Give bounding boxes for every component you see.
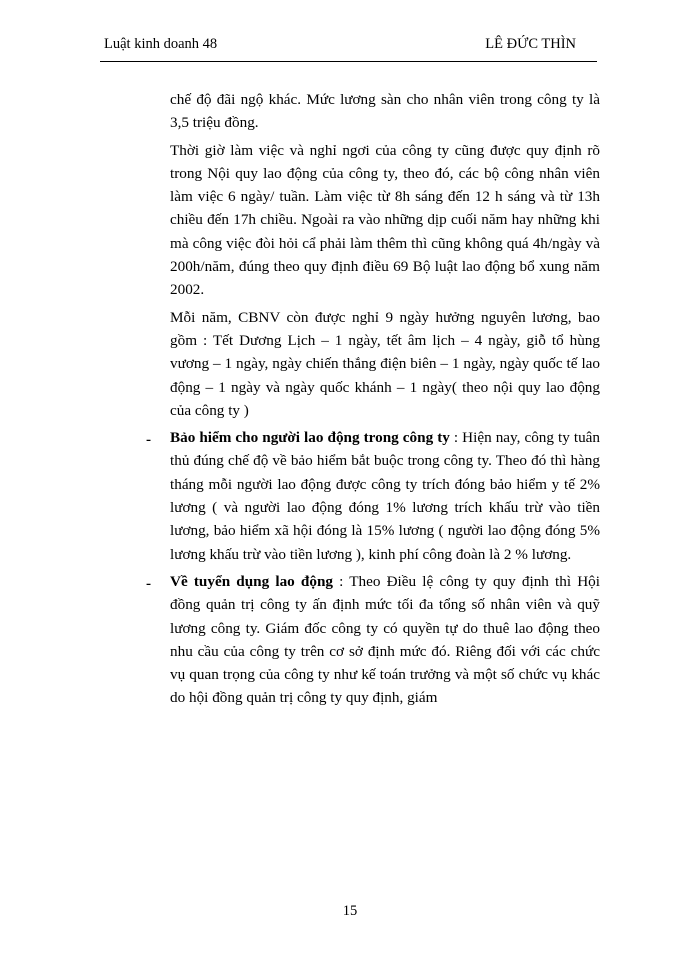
paragraph-holidays: Mỗi năm, CBNV còn được nghỉ 9 ngày hưởng nguyên lương, bao gồm : Tết Dương Lịch – 1 ngày, tết âm lịch – 4 ngày, giỗ tổ hùng vương – 1 ngày, ngày chiến thắng điện biên – 1 ngày, ngày quốc tế lao động – 1 ngày và ngày quốc khánh – 1 ngày( theo nội quy lao động của công ty ) (170, 308, 600, 419)
page-header (104, 36, 576, 58)
paragraph-working-hours: Thời giờ làm việc và nghỉ ngơi của công ty cũng được quy định rõ trong Nội quy lao động của công ty, theo đó, các bộ công nhân viên làm việc 6 ngày/ tuần. Làm việc từ 8h sáng đến 12 h sáng và từ 13h chiều đến 17h chiều. Ngoài ra vào những dịp cuối năm hay những khi mà công việc đòi hỏi cẩ phải làm thêm thì cũng không quá 4h/ngày và 200h/năm, đúng theo quy định điều 69 Bộ luật lao động bổ xung năm 2002. (170, 141, 600, 299)
item-text-recruitment: : Theo Điều lệ công ty quy định thì Hội đồng quản trị công ty ấn định mức tối đa tổng số nhân viên và quỹ lương công ty. Giám đốc công ty có quyền tự do thuê lao động theo nhu cầu của công ty trên cơ sở định mức đó. Riêng đối với các chức vụ quan trọng của công ty như kế toán trưởng và một số chức vụ khác do hội đồng quản trị công ty quy định, giám (170, 572, 600, 707)
list-item-insurance (146, 426, 600, 566)
item-heading-insurance: Bảo hiểm cho người lao động trong công ty (170, 429, 450, 447)
document-body (146, 88, 600, 714)
bullet-dash: - (146, 431, 152, 449)
item-heading-recruitment: Về tuyển dụng lao động (170, 572, 333, 590)
header-author: LÊ ĐỨC THÌN (485, 36, 576, 52)
bullet-dash: - (146, 574, 152, 592)
item-text-insurance: : Hiện nay, công ty tuân thủ đúng chế độ về bảo hiểm bắt buộc trong công ty. Theo đó thì hàng tháng mỗi người lao động được công ty trích đóng bảo hiểm y tế 2% lương ( và người lao động đóng 1% lương trích khấu trừ vào tiền lương, bảo hiểm xã hội đóng là 15% lương ( người lao động đóng 5% lương khấu trừ vào tiền lương ), kinh phí công đoàn là 2 % lương. (170, 429, 600, 563)
paragraph-salary: chế độ đãi ngộ khác. Mức lương sàn cho nhân viên trong công ty là 3,5 triệu đồng. (170, 91, 600, 132)
header-divider (100, 61, 597, 62)
header-left-text: Luật kinh doanh 48 (104, 36, 218, 52)
list-item-recruitment (146, 570, 600, 710)
page-number: 15 (342, 903, 358, 919)
